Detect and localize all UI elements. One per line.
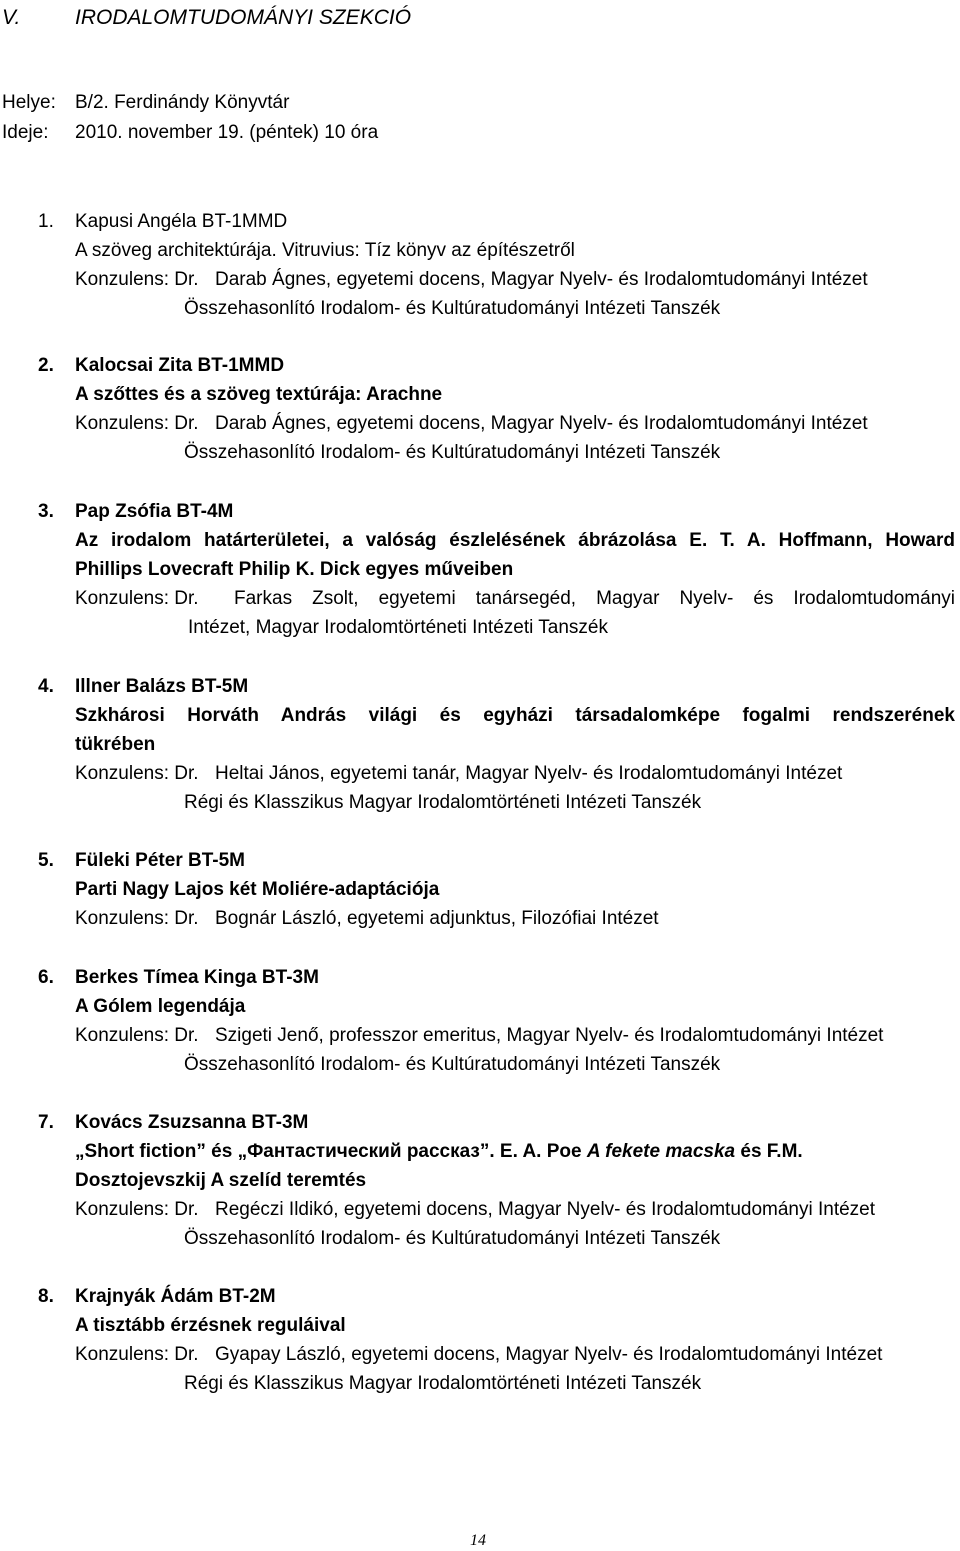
- entry-title: A tisztább érzésnek reguláival: [75, 1315, 346, 1336]
- advisor-line-1: Regéczi Ildikó, egyetemi docens, Magyar Nyelv- és Irodalomtudományi Intézet: [215, 1199, 876, 1220]
- entry-author: Kovács Zsuzsanna BT-3M: [75, 1112, 309, 1133]
- advisor-prefix: Konzulens: Dr.: [75, 269, 199, 290]
- entry-number: 4.: [38, 676, 54, 697]
- advisor-line-2: Régi és Klasszikus Magyar Irodalomtörténeti Intézeti Tanszék: [184, 1373, 702, 1394]
- advisor-line-1: Szigeti Jenő, professzor emeritus, Magyar Nyelv- és Irodalomtudományi Intézet: [215, 1025, 884, 1046]
- advisor-line-2: Összehasonlító Irodalom- és Kultúratudományi Intézeti Tanszék: [184, 442, 721, 463]
- entry-number: 7.: [38, 1112, 54, 1133]
- advisor-line-2: Összehasonlító Irodalom- és Kultúratudományi Intézeti Tanszék: [184, 1228, 721, 1249]
- entry-number: 6.: [38, 967, 54, 988]
- entry-author: Krajnyák Ádám BT-2M: [75, 1286, 276, 1307]
- advisor-prefix: Konzulens: Dr.: [75, 588, 199, 609]
- entry-number: 2.: [38, 355, 54, 376]
- time-label: Ideje:: [2, 122, 49, 143]
- place-value: B/2. Ferdinándy Könyvtár: [75, 92, 290, 113]
- entry-author: Kapusi Angéla BT-1MMD: [75, 211, 288, 232]
- entry-title-cont: tükrében: [75, 734, 156, 755]
- advisor-prefix: Konzulens: Dr.: [75, 763, 199, 784]
- entry-title: A Gólem legendája: [75, 996, 246, 1017]
- section-title: IRODALOMTUDOMÁNYI SZEKCIÓ: [75, 6, 412, 29]
- entry-title: A szöveg architektúrája. Vitruvius: Tíz könyv az építészetről: [75, 240, 575, 261]
- page-number: 14: [470, 1532, 486, 1549]
- advisor-prefix: Konzulens: Dr.: [75, 1199, 199, 1220]
- entry-title-cont: Dosztojevszkij A szelíd teremtés: [75, 1170, 367, 1191]
- entry-number: 5.: [38, 850, 54, 871]
- advisor-prefix: Konzulens: Dr.: [75, 413, 199, 434]
- time-value: 2010. november 19. (péntek) 10 óra: [75, 122, 379, 143]
- section-number: V.: [2, 6, 21, 29]
- entry-author: Illner Balázs BT-5M: [75, 676, 249, 697]
- entry-title: Parti Nagy Lajos két Moliére-adaptációja: [75, 879, 440, 900]
- advisor-line-1: Darab Ágnes, egyetemi docens, Magyar Nyelv- és Irodalomtudományi Intézet: [215, 413, 868, 434]
- advisor-prefix: Konzulens: Dr.: [75, 1025, 199, 1046]
- entry-title: [75, 1141, 803, 1163]
- entry-number: 1.: [38, 211, 54, 232]
- advisor-prefix: Konzulens: Dr.: [75, 908, 199, 929]
- entry-author: Berkes Tímea Kinga BT-3M: [75, 967, 319, 988]
- entry-title-cont: Phillips Lovecraft Philip K. Dick egyes műveiben: [75, 559, 514, 580]
- advisor-line-2: Összehasonlító Irodalom- és Kultúratudományi Intézeti Tanszék: [184, 298, 721, 319]
- entry-number: 8.: [38, 1286, 54, 1307]
- entry-title: Szkhárosi Horváth András világi és egyházi társadalomképe fogalmi rendszerének: [75, 705, 955, 726]
- entry-author: Pap Zsófia BT-4M: [75, 501, 234, 522]
- advisor-line-1: Bognár László, egyetemi adjunktus, Filozófiai Intézet: [215, 908, 659, 929]
- advisor-line-2: Összehasonlító Irodalom- és Kultúratudományi Intézeti Tanszék: [184, 1054, 721, 1075]
- place-label: Helye:: [2, 92, 56, 113]
- entry-title-part: és F.M.: [735, 1141, 803, 1162]
- entry-title-italic: A fekete macska: [586, 1141, 736, 1162]
- entry-title: A szőttes és a szöveg textúrája: Arachne: [75, 384, 443, 405]
- entry-number: 3.: [38, 501, 54, 522]
- advisor-prefix: Konzulens: Dr.: [75, 1344, 199, 1365]
- advisor-line-1: Heltai János, egyetemi tanár, Magyar Nyelv- és Irodalomtudományi Intézet: [215, 763, 843, 784]
- advisor-line-1: Darab Ágnes, egyetemi docens, Magyar Nyelv- és Irodalomtudományi Intézet: [215, 269, 868, 290]
- advisor-line-1: Farkas Zsolt, egyetemi tanársegéd, Magyar Nyelv- és Irodalomtudományi: [234, 588, 955, 609]
- entry-title-part: „Short fiction” és „Фантастический рассказ”. E. A. Poe: [75, 1141, 587, 1162]
- advisor-line-1: Gyapay László, egyetemi docens, Magyar Nyelv- és Irodalomtudományi Intézet: [215, 1344, 883, 1365]
- entry-title: Az irodalom határterületei, a valóság észlelésének ábrázolása E. T. A. Hoffmann, Howard: [75, 530, 955, 551]
- advisor-line-2: Intézet, Magyar Irodalomtörténeti Intézeti Tanszék: [188, 617, 608, 638]
- entry-author: Kalocsai Zita BT-1MMD: [75, 355, 285, 376]
- entry-author: Füleki Péter BT-5M: [75, 850, 245, 871]
- advisor-line-2: Régi és Klasszikus Magyar Irodalomtörténeti Intézeti Tanszék: [184, 792, 702, 813]
